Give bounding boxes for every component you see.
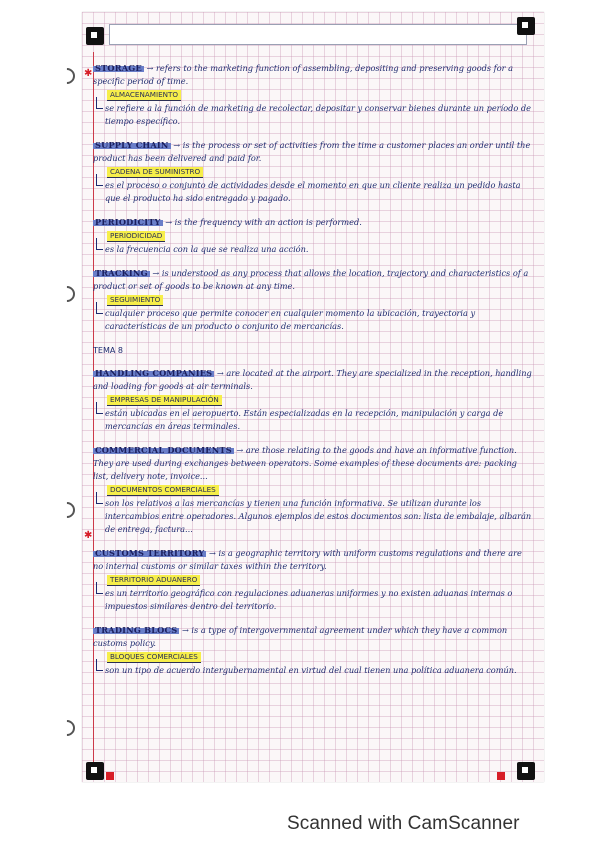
term: SUPPLY CHAIN [95,140,169,150]
term: TRACKING [95,268,148,278]
definition-en: → are those relating to the goods and have an informative function. They are used during exchanges between operators. Some examples of these documents are: packing list, delivery note, invoice... [93,445,517,481]
entry-supply-chain [93,139,533,205]
binder-ring-icon [56,283,79,306]
corner-marker-top-right [517,17,535,35]
definition-en: → is understood as any process that allows the location, trajectory and characteristics of a product or set of goods to be known at any time. [93,268,529,291]
entry-commercial-documents [93,444,533,536]
notes-content [93,62,533,688]
binder-ring-icon [56,499,79,522]
entry-trading-blocs [93,624,533,677]
translation-label: SEGUIMIENTO [107,295,163,306]
binder-ring-icon [56,717,79,740]
entry-storage [93,62,533,128]
translation-label: DOCUMENTOS COMERCIALES [107,485,219,496]
term: HANDLING COMPANIES [95,368,213,378]
term: CUSTOMS TERRITORY [95,548,205,558]
scanner-watermark: Scanned with CamScanner [287,813,520,834]
entry-handling-companies [93,367,533,433]
definition-en: → is the process or set of activities from the time a customer places an order until the product has been delivered and paid for. [93,140,531,163]
translation-label: PERIODICIDAD [107,231,165,242]
definition-es: es el proceso o conjunto de actividades desde el momento en que un cliente realiza un pedido hasta que el producto ha sido entregado y pagado. [93,179,533,205]
binder-ring-icon [56,65,79,88]
definition-en: → is the frequency with an action is performed. [165,217,362,227]
section-label: TEMA 8 [93,346,123,355]
entry-periodicity [93,216,533,256]
corner-marker-top-left [86,27,104,45]
definition-en: → are located at the airport. They are specialized in the reception, handling and loading for goods at air terminals. [93,368,532,391]
definition-en: → is a type of intergovernmental agreement under which they have a common customs policy. [93,625,508,648]
definition-es: se refiere a la función de marketing de recolectar, depositar y conservar bienes durante un período de tiempo específico. [93,102,533,128]
definition-es: están ubicadas en el aeropuerto. Están especializadas en la recepción, manipulación y carga de mercancías en áreas terminales. [93,407,533,433]
translation-label: TERRITORIO ADUANERO [107,575,200,586]
corner-marker-bottom-right [517,762,535,780]
term: TRADING BLOCS [95,625,178,635]
term: COMMERCIAL DOCUMENTS [95,445,232,455]
definition-es: es la frecuencia con la que se realiza una acción. [93,243,533,256]
term: STORAGE [95,63,142,73]
definition-es: son un tipo de acuerdo intergubernamental en virtud del cual tienen una política aduanera común. [93,664,533,677]
red-square-left [106,772,114,780]
definition-en: → refers to the marketing function of assembling, depositing and preserving goods for a specific period of time. [93,63,514,86]
definition-es: es un territorio geográfico con regulaciones aduaneras uniformes y no existen aduanas internas o impuestos similares dentro del territorio. [93,587,533,613]
definition-en: → is a geographic territory with uniform customs regulations and there are no internal customs or similar taxes within the territory. [93,548,522,571]
red-square-right [497,772,505,780]
definition-es: son los relativos a las mercancías y tienen una función informativa. Se utilizan durante los intercambios entre operadores. Algunos ejemplos de estos documentos son: lista de embalaje, albarán de entrega, factura... [93,497,533,536]
entry-customs-territory [93,547,533,613]
definition-es: cualquier proceso que permite conocer en cualquier momento la ubicación, trayectoria y características de un producto o conjunto de mercancías. [93,307,533,333]
entry-tracking [93,267,533,333]
star-icon: ✱ [84,530,93,541]
title-box [109,24,527,45]
translation-label: CADENA DE SUMINISTRO [107,167,203,178]
star-icon: ✱ [84,68,93,79]
translation-label: EMPRESAS DE MANIPULACIÓN [107,395,222,406]
translation-label: BLOQUES COMERCIALES [107,652,201,663]
translation-label: ALMACENAMIENTO [107,90,181,101]
corner-marker-bottom-left [86,762,104,780]
term: PERIODICITY [95,217,161,227]
